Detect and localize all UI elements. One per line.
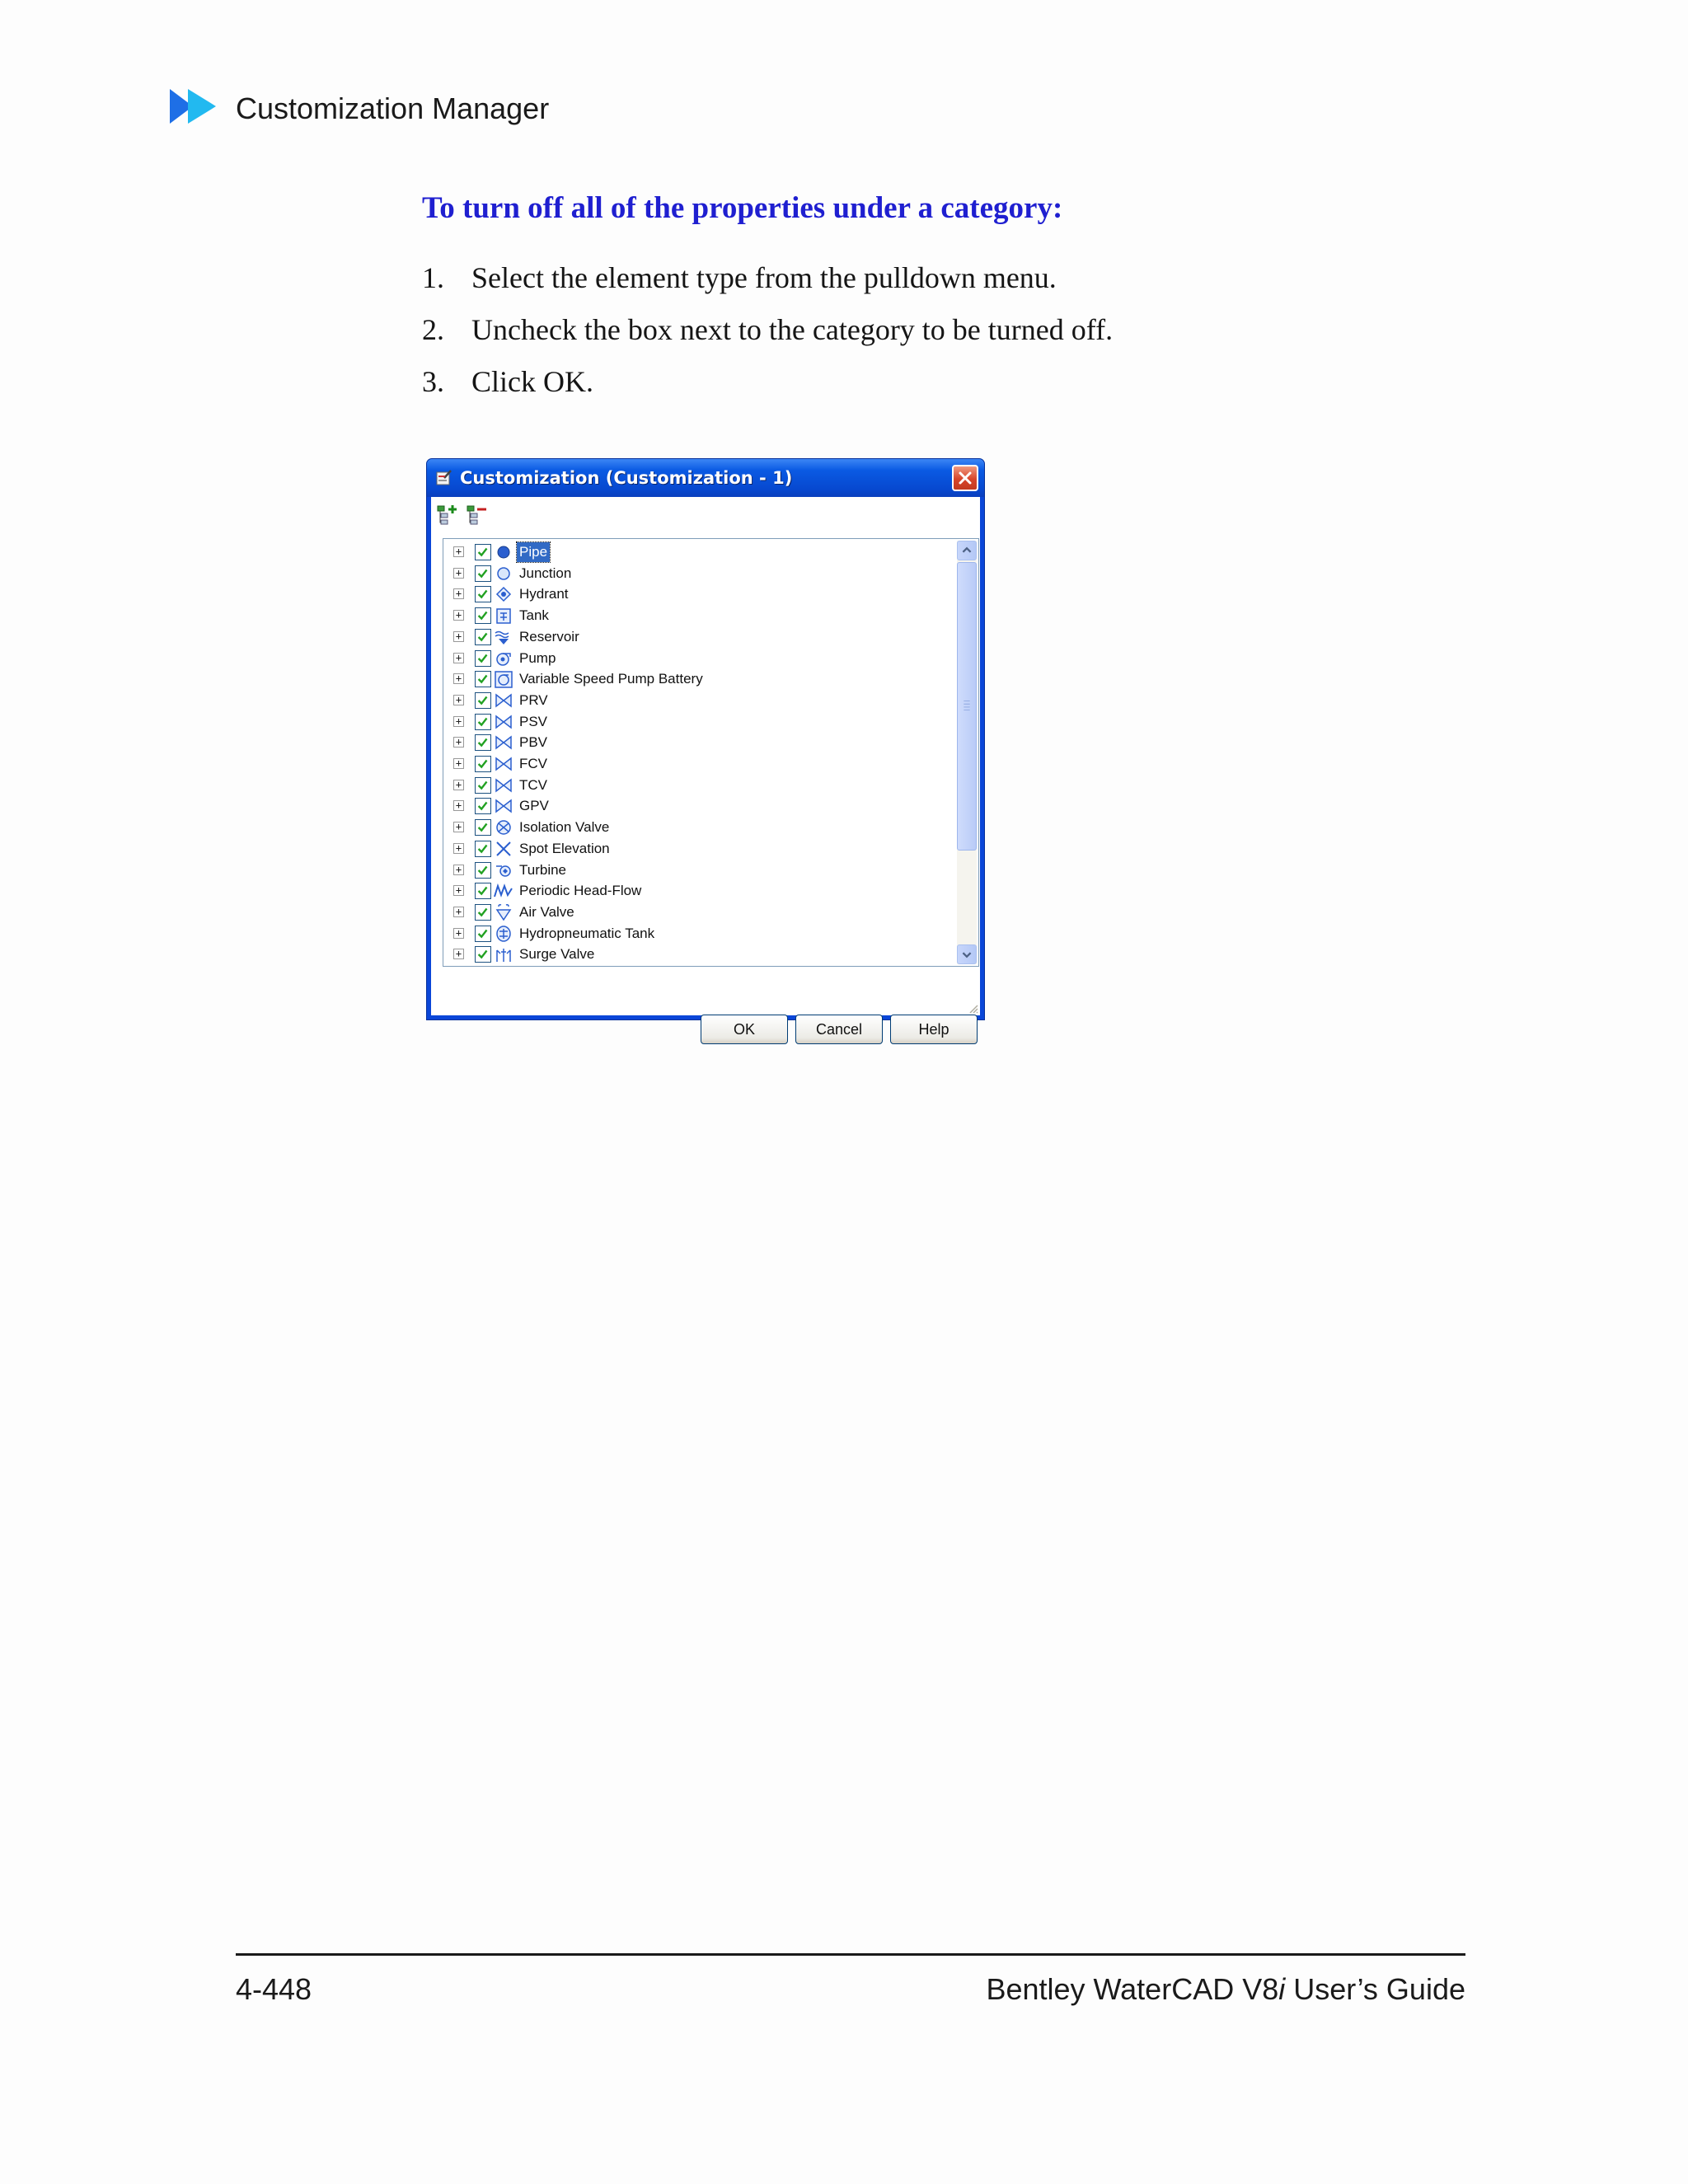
customization-dialog <box>426 458 985 1038</box>
isolation-valve-icon <box>494 818 513 837</box>
tree-item-label: Hydrant <box>519 586 569 602</box>
checkmark-icon <box>476 566 490 581</box>
checkmark-icon <box>476 545 490 560</box>
tree-item-isolation-valve[interactable] <box>443 817 954 838</box>
checkmark-icon <box>476 799 490 813</box>
valve-icon <box>494 797 513 815</box>
tree-item-label: Pump <box>519 649 556 666</box>
expand-icon[interactable]: + <box>453 588 464 599</box>
tree-item-pbv[interactable] <box>443 732 954 753</box>
scroll-thumb[interactable] <box>957 562 977 851</box>
scroll-up-button[interactable] <box>957 541 977 560</box>
tree-item-periodic-head-flow[interactable] <box>443 880 954 902</box>
tree-item-label: Variable Speed Pump Battery <box>519 671 703 687</box>
tree-item-label: Air Valve <box>519 903 574 920</box>
tree-item-surge-valve[interactable] <box>443 944 954 965</box>
expand-icon[interactable]: + <box>453 885 464 896</box>
expand-icon[interactable]: + <box>453 695 464 705</box>
tree-item-junction[interactable] <box>443 563 954 584</box>
tree-item-label: Isolation Valve <box>519 819 610 836</box>
tree-item-hydropneumatic-tank[interactable] <box>443 923 954 944</box>
tree-scrollbar[interactable] <box>957 541 977 964</box>
tree-item-label: Periodic Head-Flow <box>519 883 642 899</box>
expand-icon[interactable]: + <box>453 673 464 684</box>
tree-item-spot-elevation[interactable] <box>443 838 954 860</box>
expand-icon[interactable]: + <box>453 631 464 642</box>
dialog-titlebar[interactable] <box>427 459 984 497</box>
pipe-icon <box>494 543 513 561</box>
checkmark-icon <box>476 863 490 878</box>
surge-valve-icon <box>494 945 513 963</box>
valve-icon <box>494 691 513 710</box>
tree-item-label: Turbine <box>519 861 567 878</box>
checkmark-icon <box>476 715 490 729</box>
customization-app-icon <box>435 468 453 486</box>
checkmark-icon <box>476 608 490 623</box>
help-button[interactable]: Help <box>890 1015 978 1044</box>
checkmark-icon <box>476 672 490 687</box>
checkmark-icon <box>476 735 490 750</box>
checkmark-icon <box>476 630 490 644</box>
tree-item-label: GPV <box>519 798 549 814</box>
category-checkbox[interactable] <box>475 586 491 602</box>
tree-item-label: PSV <box>519 713 548 729</box>
category-checkbox[interactable] <box>475 629 491 645</box>
expand-all-icon[interactable] <box>436 504 459 528</box>
tree-item-tank[interactable] <box>443 605 954 626</box>
category-checkbox[interactable] <box>475 777 491 794</box>
expand-icon[interactable]: + <box>453 949 464 959</box>
chapter-arrows-icon <box>170 89 223 124</box>
category-checkbox[interactable] <box>475 926 491 942</box>
tree-item-label: Pipe <box>517 542 550 562</box>
step-number: 2. <box>422 313 444 346</box>
checkmark-icon <box>476 841 490 856</box>
tree-item-label: FCV <box>519 756 547 771</box>
tree-item-hydrant[interactable] <box>443 583 954 605</box>
checkmark-icon <box>476 947 490 962</box>
checkmark-icon <box>476 693 490 708</box>
valve-icon <box>494 713 513 731</box>
step-item <box>422 257 1113 309</box>
expand-icon[interactable]: + <box>453 865 464 875</box>
tree-item-psv[interactable] <box>443 711 954 733</box>
category-checkbox[interactable] <box>475 734 491 751</box>
expand-icon[interactable]: + <box>453 800 464 811</box>
expand-icon[interactable]: + <box>453 822 464 832</box>
category-checkbox[interactable] <box>475 862 491 879</box>
step-number: 3. <box>422 365 444 398</box>
expand-icon[interactable]: + <box>453 737 464 748</box>
expand-icon[interactable]: + <box>453 653 464 663</box>
category-checkbox[interactable] <box>475 946 491 963</box>
step-number: 1. <box>422 261 444 294</box>
cancel-button[interactable]: Cancel <box>795 1015 883 1044</box>
chapter-title: Customization Manager <box>236 91 550 125</box>
resize-grip-icon[interactable] <box>967 1002 978 1014</box>
expand-icon[interactable]: + <box>453 758 464 769</box>
category-checkbox[interactable] <box>475 544 491 560</box>
hydropneumatic-tank-icon <box>494 925 513 943</box>
checkmark-icon <box>476 651 490 666</box>
element-tree[interactable] <box>443 538 979 967</box>
category-checkbox[interactable] <box>475 565 491 582</box>
periodic-head-flow-icon <box>494 882 513 900</box>
tree-item-fcv[interactable] <box>443 753 954 775</box>
checkmark-icon <box>476 820 490 835</box>
reservoir-icon <box>494 628 513 646</box>
tree-item-reservoir[interactable] <box>443 626 954 648</box>
category-checkbox[interactable] <box>475 883 491 899</box>
air-valve-icon <box>494 903 513 921</box>
expand-icon[interactable]: + <box>453 610 464 621</box>
procedure-heading: To turn off all of the properties under a category: <box>422 191 1063 225</box>
junction-icon <box>494 565 513 583</box>
valve-icon <box>494 755 513 773</box>
grip-lines-icon <box>958 563 976 850</box>
expand-icon[interactable]: + <box>453 907 464 917</box>
tree-item-label: TCV <box>519 776 547 793</box>
ok-button[interactable]: OK <box>701 1015 788 1044</box>
category-checkbox[interactable] <box>475 756 491 772</box>
checkmark-icon <box>476 757 490 771</box>
hydrant-icon <box>494 585 513 603</box>
step-text: Select the element type from the pulldown menu. <box>471 261 1057 294</box>
valve-icon <box>494 733 513 752</box>
category-checkbox[interactable] <box>475 650 491 667</box>
tree-item-label: Hydropneumatic Tank <box>519 925 655 941</box>
chevron-up-icon <box>958 541 976 560</box>
tree-item-label: PBV <box>519 734 548 751</box>
tree-item-label: Surge Valve <box>519 946 595 963</box>
chevron-down-icon <box>958 945 976 963</box>
scroll-down-button[interactable] <box>957 944 977 964</box>
checkmark-icon <box>476 926 490 941</box>
expand-icon[interactable]: + <box>453 780 464 790</box>
category-checkbox[interactable] <box>475 819 491 836</box>
tree-item-pipe[interactable] <box>443 541 954 563</box>
tree-item-label: PRV <box>519 691 548 708</box>
collapse-all-icon[interactable] <box>466 504 489 528</box>
tree-item-pump[interactable] <box>443 648 954 669</box>
expand-icon[interactable]: + <box>453 568 464 579</box>
step-item <box>422 309 1113 361</box>
tank-icon <box>494 607 513 625</box>
checkmark-icon <box>476 778 490 793</box>
book-title: Bentley WaterCAD V8i User’s Guide <box>986 1972 1465 2006</box>
close-button[interactable] <box>952 465 978 491</box>
expand-icon[interactable]: + <box>453 928 464 939</box>
expand-icon[interactable]: + <box>453 716 464 727</box>
page-number: 4-448 <box>236 1972 312 2006</box>
procedure-steps <box>422 257 1113 413</box>
tree-item-label: Reservoir <box>519 628 579 644</box>
checkmark-icon <box>476 883 490 898</box>
tree-item-label: Spot Elevation <box>519 840 610 856</box>
category-checkbox[interactable] <box>475 798 491 814</box>
category-checkbox[interactable] <box>475 692 491 709</box>
tree-item-gpv[interactable] <box>443 795 954 817</box>
step-text: Uncheck the box next to the category to be turned off. <box>471 313 1114 346</box>
turbine-icon <box>494 861 513 879</box>
tree-item-tcv[interactable] <box>443 775 954 796</box>
tree-item-label: Junction <box>519 565 572 581</box>
checkmark-icon <box>476 587 490 602</box>
expand-icon[interactable]: + <box>453 843 464 854</box>
tree-item-turbine[interactable] <box>443 860 954 881</box>
category-checkbox[interactable] <box>475 841 491 857</box>
footer-rule <box>236 1953 1465 1956</box>
pump-battery-icon <box>494 670 513 688</box>
category-checkbox[interactable] <box>475 671 491 687</box>
step-item <box>422 361 1113 413</box>
close-icon <box>954 466 977 490</box>
dialog-title: Customization (Customization - 1) <box>460 468 793 488</box>
pump-icon <box>494 649 513 668</box>
valve-icon <box>494 776 513 794</box>
tree-item-prv[interactable] <box>443 690 954 711</box>
tree-item-variable-speed-pump-battery[interactable] <box>443 668 954 690</box>
category-checkbox[interactable] <box>475 607 491 624</box>
tree-item-label: Tank <box>519 607 549 624</box>
step-text: Click OK. <box>471 365 593 398</box>
category-checkbox[interactable] <box>475 714 491 730</box>
checkmark-icon <box>476 905 490 920</box>
dialog-client-area <box>431 497 980 1038</box>
expand-icon[interactable]: + <box>453 546 464 557</box>
category-checkbox[interactable] <box>475 904 491 921</box>
spot-elevation-icon <box>494 840 513 858</box>
tree-item-air-valve[interactable] <box>443 902 954 923</box>
